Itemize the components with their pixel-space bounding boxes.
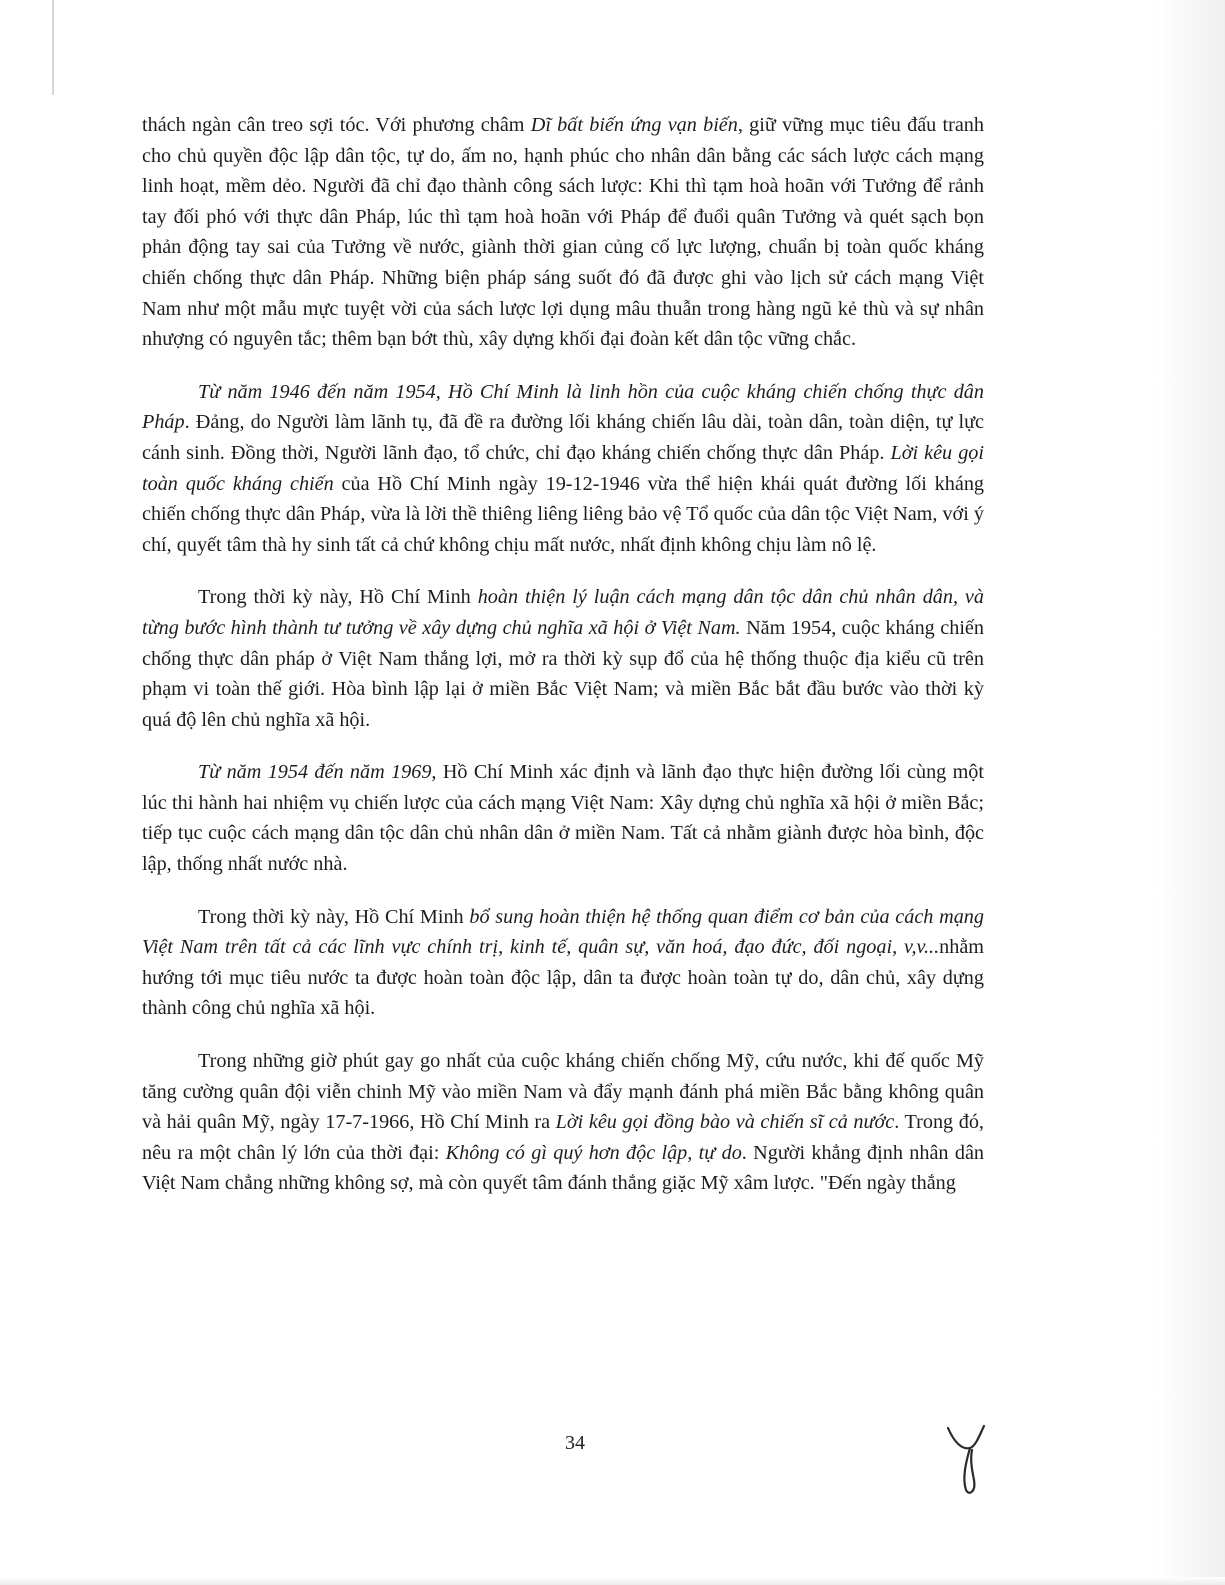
italic-text-run: Không có gì quý hơn độc lập, tự do <box>445 1141 742 1164</box>
paragraph <box>142 902 984 1024</box>
text-run: của Hồ Chí Minh ngày 19-12-1946 vừa thể hiện khái quát đường lối kháng chiến chống thực dân Pháp, vừa là lời thề thiêng liêng liêng bảo vệ Tổ quốc của dân tộc Việt Nam, với ý chí, quyết tâm thà hy sinh tất cả chứ không chịu mất nước, nhất định không chịu làm nô lệ. <box>142 472 985 556</box>
handwritten-initial-signature <box>940 1420 1000 1500</box>
italic-text-run: bổ sung hoàn thiện hệ thống quan điểm cơ bản của cách mạng Việt Nam trên tất cả các lĩnh vực chính trị, kinh tế, quân sự, văn hoá, đạo đức, đối ngoại, v,v... <box>142 905 984 959</box>
paragraph <box>142 582 984 735</box>
italic-text-run: Lời kêu gọi đồng bào và chiến sĩ cả nước <box>555 1111 895 1134</box>
italic-text-run: Từ năm 1946 đến năm 1954, Hồ Chí Minh là linh hồn của cuộc kháng chiến chống thực dân Pháp <box>142 380 984 434</box>
text-run: Trong thời kỳ này, Hồ Chí Minh <box>198 905 470 928</box>
text-run: Năm 1954, cuộc kháng chiến chống thực dân pháp ở Việt Nam thắng lợi, mở ra thời kỳ sụp đổ của hệ thống thuộc địa kiểu cũ trên phạm vi toàn thế giới. Hòa bình lập lại ở miền Bắc Việt Nam; và miền Bắc bắt đầu bước vào thời kỳ quá độ lên chủ nghĩa xã hội. <box>142 616 984 731</box>
text-run: nhằm hướng tới mục tiêu nước ta được hoàn toàn độc lập, dân ta được hoàn toàn tự do, dân chủ, xây dựng thành công chủ nghĩa xã hội. <box>142 936 984 1020</box>
document-body <box>142 110 984 1221</box>
paragraph <box>142 377 984 561</box>
scan-edge-bottom <box>0 1577 1225 1585</box>
text-run: Trong thời kỳ này, Hồ Chí Minh <box>198 586 478 609</box>
scan-edge-left <box>52 0 54 95</box>
paragraph <box>142 110 984 355</box>
italic-text-run: Lời kêu gọi toàn quốc kháng chiến <box>142 441 984 495</box>
italic-text-run: Từ năm 1954 đến năm 1969, <box>198 761 437 784</box>
text-run: Trong những giờ phút gay go nhất của cuộc kháng chiến chống Mỹ, cứu nước, khi đế quốc Mỹ tăng cường quân đội viễn chinh Mỹ vào miền Nam và đẩy mạnh đánh phá miền Bắc bằng không quân và hải quân Mỹ, ngày 17-7-1966, Hồ Chí Minh ra <box>142 1050 984 1134</box>
italic-text-run: Dĩ bất biến ứng vạn biến <box>530 114 738 136</box>
scan-edge-right <box>1155 0 1225 1585</box>
text-run: . Người khẳng định nhân dân Việt Nam chẳng những không sợ, mà còn quyết tâm đánh thắng giặc Mỹ xâm lược. "Đến ngày thắng <box>142 1141 984 1195</box>
text-run: . Đảng, do Người làm lãnh tụ, đã đề ra đường lối kháng chiến lâu dài, toàn dân, toàn diện, tự lực cánh sinh. Đồng thời, Người lãnh đạo, tổ chức, chỉ đạo kháng chiến chống thực dân Pháp. <box>142 411 984 464</box>
page-number: 34 <box>565 1432 585 1454</box>
text-run: thách ngàn cân treo sợi tóc. Với phương châm <box>142 114 531 136</box>
text-run: Hồ Chí Minh xác định và lãnh đạo thực hiện đường lối cùng một lúc thi hành hai nhiệm vụ chiến lược của cách mạng Việt Nam: Xây dựng chủ nghĩa xã hội ở miền Bắc; tiếp tục cuộc cách mạng dân tộc dân chủ nhân dân ở miền Nam. Tất cả nhằm giành được hòa bình, độc lập, thống nhất nước nhà. <box>142 761 985 876</box>
paragraph <box>142 1046 984 1199</box>
text-run: , giữ vững mục tiêu đấu tranh cho chủ quyền độc lập dân tộc, tự do, ấm no, hạnh phúc cho nhân dân bằng các sách lược cách mạng linh hoạt, mềm dẻo. Người đã chỉ đạo thành công sách lược: Khi thì tạm hoà hoãn với Tưởng để rảnh tay đối phó với thực dân Pháp, lúc thì tạm hoà hoãn với Pháp để đuổi quân Tưởng và quét sạch bọn phản động tay sai của Tưởng về nước, giành thời gian củng cố lực lượng, chuẩn bị toàn quốc kháng chiến chống thực dân Pháp. Những biện pháp sáng suốt đó đã được ghi vào lịch sử cách mạng Việt Nam như một mẫu mực tuyệt vời của sách lược lợi dụng mâu thuẫn trong hàng ngũ kẻ thù và sự nhân nhượng có nguyên tắc; thêm bạn bớt thù, xây dựng khối đại đoàn kết dân tộc vững chắc. <box>142 114 984 351</box>
italic-text-run: hoàn thiện lý luận cách mạng dân tộc dân chủ nhân dân, và từng bước hình thành tư tưởng về xây dựng chủ nghĩa xã hội ở Việt Nam. <box>142 586 984 639</box>
paragraph <box>142 757 984 879</box>
text-run: . Trong đó, nêu ra một chân lý lớn của thời đại: <box>142 1111 984 1164</box>
